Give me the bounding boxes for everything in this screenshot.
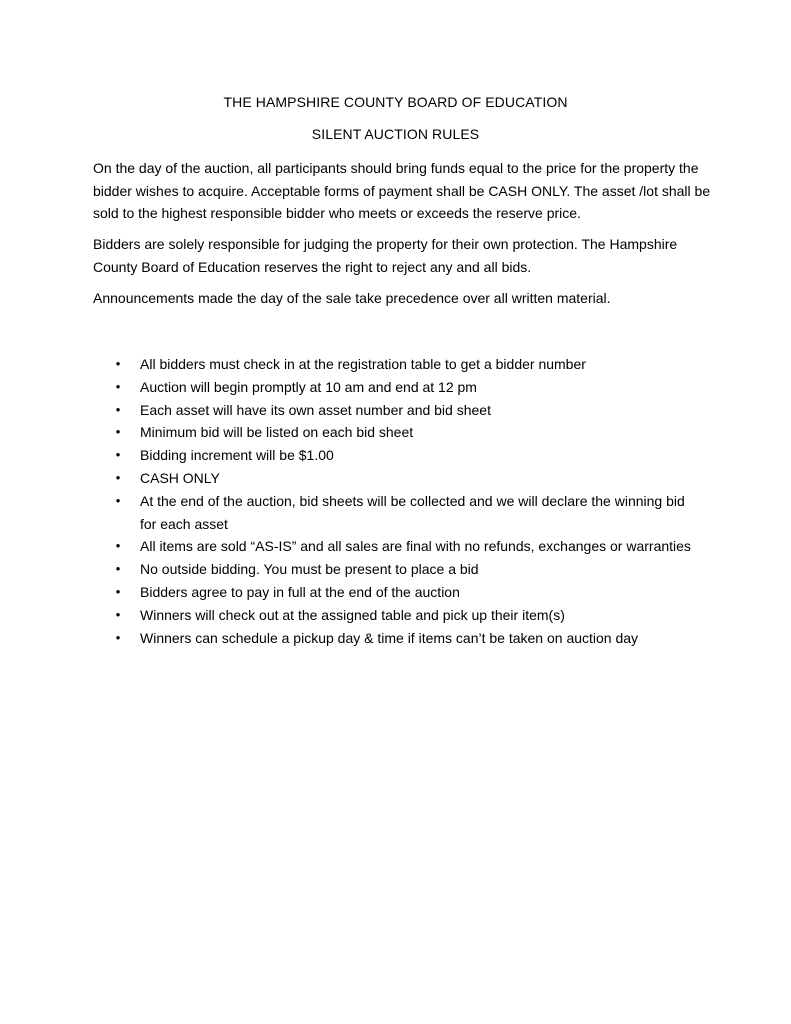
rule-text: Each asset will have its own asset number and bid sheet <box>140 401 491 418</box>
bullet-icon: • <box>115 469 121 485</box>
bullet-icon: • <box>115 424 121 440</box>
rule-text: Winners can schedule a pickup day & time if items can’t be taken on auction day <box>140 629 639 646</box>
rule-item <box>0 490 700 536</box>
document-subtitle: SILENT AUCTION RULES <box>311 126 480 142</box>
rule-item <box>0 558 700 581</box>
rule-item <box>0 604 700 627</box>
bullet-icon: • <box>115 538 121 554</box>
bullet-icon: • <box>115 447 121 463</box>
responsibility-paragraph: Bidders are solely responsible for judging the property for their own protection. The Hampshire County Board of Education reserves the right to reject any and all bids. <box>93 236 678 275</box>
bullet-icon: • <box>115 492 121 508</box>
rules-list <box>0 353 791 649</box>
bullet-icon: • <box>115 378 121 394</box>
rule-text: Auction will begin promptly at 10 am and end at 12 pm <box>140 378 477 395</box>
rule-text: Minimum bid will be listed on each bid sheet <box>140 424 414 441</box>
rule-item <box>0 627 700 650</box>
document-title: THE HAMPSHIRE COUNTY BOARD OF EDUCATION <box>223 94 568 110</box>
announcements-paragraph: Announcements made the day of the sale take precedence over all written material. <box>93 290 611 306</box>
rule-item <box>0 581 700 604</box>
bullet-icon: • <box>115 606 121 622</box>
rule-text: Bidding increment will be $1.00 <box>140 447 334 464</box>
rule-item <box>0 421 700 444</box>
rule-text: All items are sold “AS-IS” and all sales are final with no refunds, exchanges or warranties <box>140 538 691 555</box>
bullet-icon: • <box>115 356 121 371</box>
rule-text: Bidders agree to pay in full at the end of the auction <box>140 583 460 600</box>
bullet-icon: • <box>115 629 121 645</box>
bullet-icon: • <box>115 401 121 417</box>
payment-paragraph: On the day of the auction, all participants should bring funds equal to the price for the property the bidder wishes to acquire. Acceptable forms of payment shall be CASH ONLY. The asset /lot shall be sold to the highest responsible bidder who meets or exceeds the reserve price. <box>93 160 711 221</box>
rule-text: Winners will check out at the assigned table and pick up their item(s) <box>140 606 565 623</box>
rule-item <box>0 399 700 422</box>
rule-item <box>0 376 700 399</box>
rule-text: At the end of the auction, bid sheets will be collected and we will declare the winning bid for each asset <box>140 492 685 532</box>
bullet-icon: • <box>115 561 121 577</box>
rule-item <box>0 535 700 558</box>
rule-item <box>0 444 700 467</box>
rule-text: CASH ONLY <box>140 469 220 486</box>
rule-text: All bidders must check in at the registration table to get a bidder number <box>140 356 586 372</box>
rule-text: No outside bidding. You must be present to place a bid <box>140 561 479 578</box>
rule-item <box>0 353 700 376</box>
rule-item <box>0 467 700 490</box>
bullet-icon: • <box>115 583 121 599</box>
